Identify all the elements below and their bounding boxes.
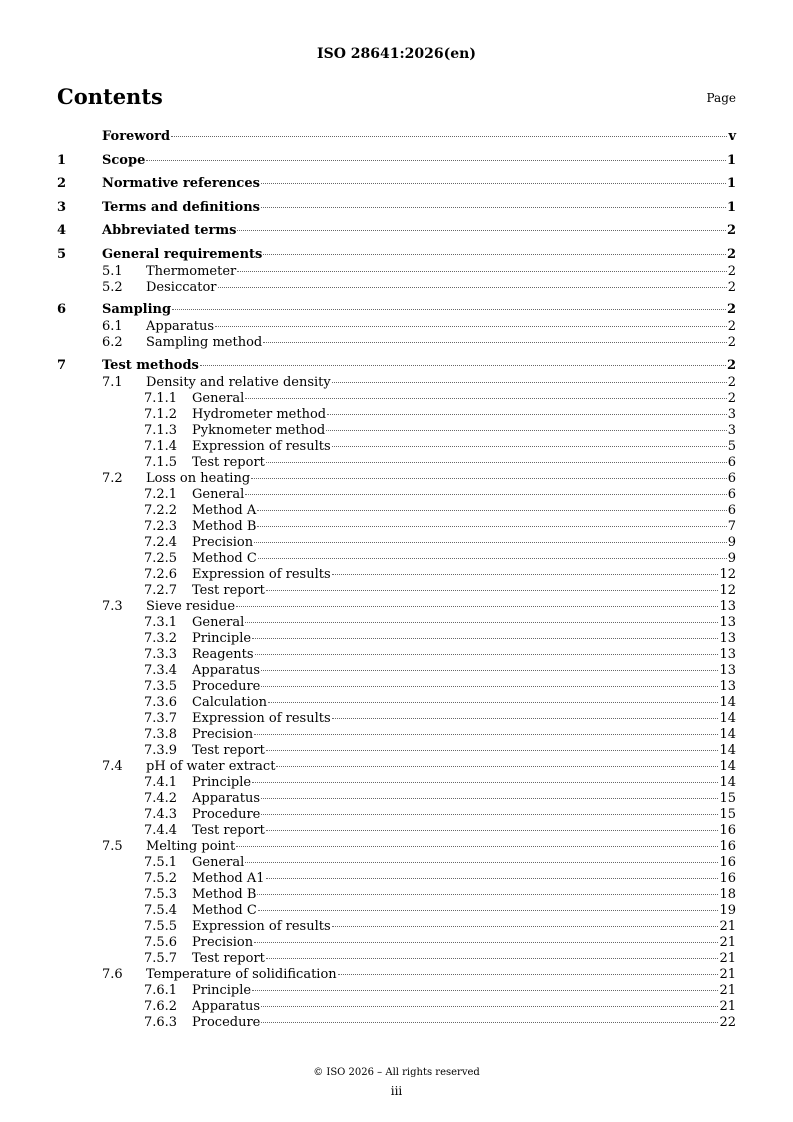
toc-entry[interactable]: [57, 175, 736, 193]
toc-entry-number: 7: [57, 357, 67, 373]
toc-entry-page: 19: [719, 902, 736, 918]
toc-entry-number: 6: [57, 302, 67, 317]
toc-entry-page: 14: [719, 758, 736, 774]
document-header: ISO 28641:2026(en): [317, 46, 476, 62]
dot-leader: [338, 974, 719, 975]
dot-leader: [257, 510, 726, 511]
toc-entry-page: 5: [727, 438, 736, 454]
toc-entry-title[interactable]: Procedure: [192, 1014, 261, 1030]
toc-entry[interactable]: [57, 663, 736, 679]
dot-leader: [332, 718, 719, 719]
toc-entry-page: 6: [727, 502, 736, 518]
toc-entry[interactable]: [57, 503, 736, 519]
dot-leader: [245, 398, 726, 399]
toc-entry-page: 2: [726, 302, 736, 317]
toc-entry[interactable]: [57, 823, 736, 839]
toc-entry-number: 7.4.4: [144, 822, 178, 838]
toc-entry[interactable]: [57, 711, 736, 727]
toc-entry-number: 7.2.3: [144, 518, 178, 534]
toc-entry-title[interactable]: Sampling method: [146, 335, 263, 350]
toc-entry-number: 7.2: [102, 470, 123, 486]
toc-entry-page: 14: [719, 726, 736, 742]
toc-entry[interactable]: [57, 791, 736, 807]
page-number: iii: [390, 1084, 403, 1098]
dot-leader: [332, 382, 727, 383]
toc-entry[interactable]: [57, 935, 736, 951]
toc-entry-title[interactable]: Melting point: [146, 838, 236, 854]
toc-entry-page: 7: [727, 518, 736, 534]
dot-leader: [261, 814, 718, 815]
toc-entry-title[interactable]: Expression of results: [192, 710, 331, 726]
toc-entry-title[interactable]: General: [192, 614, 245, 630]
toc-entry[interactable]: [57, 423, 736, 439]
toc-entry-page: 3: [727, 406, 736, 422]
toc-entry-number: 7.1: [102, 374, 123, 390]
dot-leader: [266, 878, 719, 879]
toc-entry-page: 14: [719, 710, 736, 726]
toc-entry-number: 7.2.7: [144, 582, 178, 598]
toc-entry-page: 6: [727, 470, 736, 486]
toc-entry-number: 7.5.2: [144, 870, 178, 886]
toc-entry[interactable]: [57, 222, 736, 240]
toc-entry-title[interactable]: Method C: [192, 902, 257, 918]
dot-leader: [215, 326, 727, 327]
toc-entry-title[interactable]: Method C: [192, 550, 257, 566]
toc-entry[interactable]: [57, 599, 736, 615]
toc-entry-number: 7.5.1: [144, 854, 178, 870]
toc-entry[interactable]: [57, 264, 736, 280]
toc-entry-page: 13: [719, 614, 736, 630]
toc-entry-title[interactable]: General requirements: [102, 246, 263, 262]
toc-entry-number: 7.5.3: [144, 886, 178, 902]
dot-leader: [261, 670, 718, 671]
toc-entry-number: 7.4.1: [144, 774, 178, 790]
toc-entry[interactable]: [57, 455, 736, 471]
dot-leader: [245, 494, 726, 495]
toc-entry-number: 3: [57, 199, 67, 215]
dot-leader: [266, 830, 719, 831]
dot-leader: [263, 254, 726, 255]
dot-leader: [263, 342, 727, 343]
toc-entry-number: 7.3.6: [144, 694, 178, 710]
toc-entry-title[interactable]: Method B: [192, 886, 257, 902]
toc-entry-number: 7.1.1: [144, 390, 178, 406]
toc-entry-number: 5.2: [102, 279, 123, 295]
toc-entry[interactable]: [57, 951, 736, 967]
dot-leader: [252, 990, 718, 991]
toc-entry-page: 6: [727, 454, 736, 470]
toc-entry[interactable]: [57, 152, 736, 170]
toc-entry-page: 6: [727, 486, 736, 502]
dot-leader: [332, 574, 719, 575]
toc-entry-page: 13: [719, 678, 736, 694]
toc-entry[interactable]: [57, 487, 736, 503]
dot-leader: [266, 958, 719, 959]
dot-leader: [326, 430, 727, 431]
toc-entry[interactable]: [57, 301, 736, 319]
dot-leader: [268, 702, 718, 703]
toc-entry-title[interactable]: Procedure: [192, 806, 261, 822]
toc-entry[interactable]: [57, 407, 736, 423]
toc-entry-title[interactable]: Desiccator: [146, 279, 217, 295]
dot-leader: [146, 160, 726, 161]
dot-leader: [237, 230, 726, 231]
toc-entry-number: 7.3.3: [144, 646, 178, 662]
dot-leader: [172, 309, 726, 310]
toc-entry-number: 7.4.3: [144, 806, 178, 822]
toc-entry-page: 22: [719, 1014, 736, 1030]
toc-entry-page: 16: [719, 838, 736, 854]
toc-entry-number: 7.6.3: [144, 1014, 178, 1030]
toc-entry-page: 2: [726, 223, 736, 238]
toc-entry[interactable]: [57, 631, 736, 647]
toc-entry-title[interactable]: Apparatus: [146, 319, 215, 334]
toc-entry[interactable]: [57, 535, 736, 551]
toc-entry-title[interactable]: Normative references: [102, 176, 260, 191]
toc-entry-number: 7.1.5: [144, 454, 178, 470]
toc-entry-title[interactable]: Principle: [192, 774, 252, 790]
toc-entry-number: 7.6.1: [144, 982, 178, 998]
toc-entry-page: 9: [727, 534, 736, 550]
toc-entry-title[interactable]: Precision: [192, 726, 254, 742]
toc-entry-number: 7.3.8: [144, 726, 178, 742]
toc-entry-title[interactable]: General: [192, 854, 245, 870]
dot-leader: [245, 622, 718, 623]
dot-leader: [266, 750, 719, 751]
dot-leader: [237, 271, 726, 272]
contents-title: Contents: [57, 84, 163, 109]
dot-leader: [254, 542, 727, 543]
toc-entry[interactable]: [57, 759, 736, 775]
page-column-label: Page: [706, 91, 736, 105]
dot-leader: [200, 365, 726, 366]
toc-entry-page: 16: [719, 854, 736, 870]
toc-entry-title[interactable]: Method B: [192, 518, 257, 534]
toc-entry-number: 7.5.5: [144, 918, 178, 934]
toc-entry-number: 7.5: [102, 838, 123, 854]
toc-entry[interactable]: [57, 695, 736, 711]
toc-entry-number: 7.3.4: [144, 662, 178, 678]
toc-entry-page: 13: [719, 630, 736, 646]
toc-entry-number: 7.3.5: [144, 678, 178, 694]
toc-entry-title[interactable]: Test report: [192, 950, 265, 966]
toc-entry[interactable]: [57, 567, 736, 583]
toc-entry-page: 2: [727, 279, 736, 295]
toc-entry-title[interactable]: Apparatus: [192, 998, 261, 1014]
toc-entry-page: 2: [726, 357, 736, 373]
dot-leader: [252, 638, 718, 639]
toc-entry-number: 7.6.2: [144, 998, 178, 1014]
toc-entry-page: 14: [719, 774, 736, 790]
dot-leader: [255, 654, 719, 655]
toc-entry-number: 7.3.2: [144, 630, 178, 646]
toc-entry[interactable]: [57, 647, 736, 663]
toc-entry-number: 7.1.3: [144, 422, 178, 438]
dot-leader: [254, 942, 718, 943]
dot-leader: [261, 207, 726, 208]
dot-leader: [218, 287, 727, 288]
table-of-contents: [57, 128, 736, 1031]
dot-leader: [236, 606, 718, 607]
toc-entry-page: 13: [719, 598, 736, 614]
dot-leader: [266, 590, 719, 591]
toc-entry-title[interactable]: Thermometer: [146, 263, 237, 279]
toc-entry[interactable]: [57, 375, 736, 391]
dot-leader: [261, 686, 718, 687]
toc-entry[interactable]: [57, 871, 736, 887]
toc-entry[interactable]: [57, 519, 736, 535]
toc-entry-number: 7.2.4: [144, 534, 178, 550]
toc-entry[interactable]: [57, 319, 736, 335]
toc-entry-title[interactable]: Procedure: [192, 678, 261, 694]
toc-entry-page: 2: [727, 319, 736, 334]
toc-entry[interactable]: [57, 999, 736, 1015]
toc-entry-page: 12: [719, 566, 736, 582]
toc-entry-title[interactable]: Test report: [192, 582, 265, 598]
toc-entry-title[interactable]: Scope: [102, 152, 146, 168]
toc-entry[interactable]: [57, 471, 736, 487]
toc-entry-page: v: [728, 129, 736, 144]
toc-entry-page: 21: [719, 998, 736, 1014]
toc-entry-page: 21: [719, 982, 736, 998]
toc-entry-title[interactable]: pH of water extract: [146, 758, 276, 774]
toc-entry-number: 7.1.4: [144, 438, 178, 454]
toc-entry-number: 5: [57, 246, 67, 262]
toc-entry-page: 21: [719, 950, 736, 966]
dot-leader: [332, 446, 727, 447]
dot-leader: [251, 478, 727, 479]
toc-entry-number: 7.5.7: [144, 950, 178, 966]
toc-entry-title[interactable]: Test report: [192, 454, 265, 470]
toc-entry-title[interactable]: Pyknometer method: [192, 422, 326, 438]
toc-entry-page: 14: [719, 742, 736, 758]
toc-entry-number: 7.2.2: [144, 502, 178, 518]
toc-entry-number: 7.1.2: [144, 406, 178, 422]
dot-leader: [236, 846, 718, 847]
toc-entry-title[interactable]: Foreword: [102, 129, 171, 144]
toc-entry-title[interactable]: Temperature of solidification: [146, 966, 337, 982]
toc-entry[interactable]: [57, 357, 736, 375]
toc-entry-page: 14: [719, 694, 736, 710]
toc-entry-title[interactable]: Calculation: [192, 694, 267, 710]
toc-entry-number: 7.2.5: [144, 550, 178, 566]
toc-entry[interactable]: [57, 391, 736, 407]
toc-entry-page: 16: [719, 822, 736, 838]
toc-entry-page: 21: [719, 934, 736, 950]
toc-entry-number: 7.5.4: [144, 902, 178, 918]
toc-entry-title[interactable]: Expression of results: [192, 918, 331, 934]
toc-entry-page: 16: [719, 870, 736, 886]
toc-entry-title[interactable]: Precision: [192, 934, 254, 950]
toc-entry[interactable]: [57, 919, 736, 935]
toc-entry[interactable]: [57, 855, 736, 871]
dot-leader: [332, 926, 719, 927]
toc-entry-number: 7.3.1: [144, 614, 178, 630]
dot-leader: [261, 798, 718, 799]
dot-leader: [257, 526, 726, 527]
toc-entry-title[interactable]: Abbreviated terms: [102, 223, 237, 238]
toc-entry[interactable]: [57, 551, 736, 567]
dot-leader: [266, 462, 727, 463]
toc-entry-page: 2: [726, 246, 736, 262]
toc-entry-page: 1: [726, 176, 736, 191]
toc-entry-title[interactable]: Density and relative density: [146, 374, 331, 390]
toc-entry-title[interactable]: Precision: [192, 534, 254, 550]
toc-entry[interactable]: [57, 839, 736, 855]
toc-entry-number: 1: [57, 152, 67, 168]
dot-leader: [171, 136, 727, 137]
dot-leader: [261, 1022, 718, 1023]
toc-entry-page: 1: [726, 152, 736, 168]
toc-entry-page: 9: [727, 550, 736, 566]
toc-entry-number: 7.6: [102, 966, 123, 982]
toc-entry-page: 1: [726, 199, 736, 215]
toc-entry[interactable]: [57, 903, 736, 919]
toc-entry[interactable]: [57, 1015, 736, 1031]
toc-entry-title[interactable]: Apparatus: [192, 662, 261, 678]
toc-entry[interactable]: [57, 280, 736, 296]
toc-entry[interactable]: [57, 246, 736, 264]
toc-entry-number: 7.5.6: [144, 934, 178, 950]
toc-entry[interactable]: [57, 128, 736, 146]
dot-leader: [258, 558, 727, 559]
dot-leader: [261, 183, 726, 184]
toc-entry-page: 15: [719, 806, 736, 822]
dot-leader: [254, 734, 718, 735]
dot-leader: [276, 766, 718, 767]
toc-entry-page: 21: [719, 966, 736, 982]
toc-entry-title[interactable]: Principle: [192, 630, 252, 646]
toc-entry-number: 7.3.9: [144, 742, 178, 758]
toc-entry-title[interactable]: Sieve residue: [146, 598, 236, 614]
toc-entry-page: 2: [727, 263, 736, 279]
dot-leader: [257, 894, 718, 895]
toc-entry[interactable]: [57, 727, 736, 743]
toc-entry-page: 13: [719, 646, 736, 662]
toc-entry[interactable]: [57, 583, 736, 599]
toc-entry-number: 7.3: [102, 598, 123, 614]
toc-entry-title[interactable]: Test report: [192, 742, 265, 758]
toc-entry-title[interactable]: Terms and definitions: [102, 199, 260, 215]
toc-entry-title[interactable]: Reagents: [192, 646, 254, 662]
toc-entry[interactable]: [57, 679, 736, 695]
toc-entry-page: 18: [719, 886, 736, 902]
toc-entry-number: 7.4.2: [144, 790, 178, 806]
toc-entry-number: 7.2.6: [144, 566, 178, 582]
toc-entry-number: 4: [57, 223, 67, 238]
toc-entry-title[interactable]: Loss on heating: [146, 470, 251, 486]
toc-entry-page: 21: [719, 918, 736, 934]
toc-entry-number: 7.2.1: [144, 486, 178, 502]
toc-entry-title[interactable]: Test report: [192, 822, 265, 838]
toc-entry-page: 2: [727, 390, 736, 406]
toc-entry[interactable]: [57, 967, 736, 983]
dot-leader: [245, 862, 718, 863]
toc-entry-number: 6.1: [102, 319, 123, 334]
toc-entry-page: 2: [727, 374, 736, 390]
toc-entry-title[interactable]: Expression of results: [192, 438, 331, 454]
toc-entry-title[interactable]: Expression of results: [192, 566, 331, 582]
dot-leader: [258, 910, 719, 911]
toc-entry-title[interactable]: Method A1: [192, 870, 265, 886]
toc-entry-title[interactable]: Method A: [192, 502, 257, 518]
toc-entry-number: 5.1: [102, 263, 123, 279]
toc-entry-page: 3: [727, 422, 736, 438]
dot-leader: [252, 782, 718, 783]
toc-entry-title[interactable]: Apparatus: [192, 790, 261, 806]
toc-entry-title[interactable]: Test methods: [102, 357, 199, 373]
toc-entry[interactable]: [57, 439, 736, 455]
toc-entry-page: 15: [719, 790, 736, 806]
toc-entry-number: 7.4: [102, 758, 123, 774]
toc-entry[interactable]: [57, 983, 736, 999]
toc-entry-title[interactable]: General: [192, 486, 245, 502]
toc-entry[interactable]: [57, 775, 736, 791]
dot-leader: [261, 1006, 718, 1007]
toc-entry[interactable]: [57, 887, 736, 903]
toc-entry-page: 12: [719, 582, 736, 598]
toc-entry-title[interactable]: Principle: [192, 982, 252, 998]
copyright-notice: © ISO 2026 – All rights reserved: [313, 1067, 480, 1078]
toc-entry-title[interactable]: Sampling: [102, 302, 172, 317]
toc-entry[interactable]: [57, 199, 736, 217]
toc-entry-page: 13: [719, 662, 736, 678]
toc-entry[interactable]: [57, 335, 736, 351]
toc-entry-title[interactable]: Hydrometer method: [192, 406, 327, 422]
toc-entry-number: 7.3.7: [144, 710, 178, 726]
toc-entry[interactable]: [57, 615, 736, 631]
toc-entry[interactable]: [57, 807, 736, 823]
toc-entry-number: 2: [57, 176, 67, 191]
toc-entry[interactable]: [57, 743, 736, 759]
toc-entry-title[interactable]: General: [192, 390, 245, 406]
toc-entry-number: 6.2: [102, 335, 123, 350]
dot-leader: [327, 414, 727, 415]
toc-entry-page: 2: [727, 335, 736, 350]
